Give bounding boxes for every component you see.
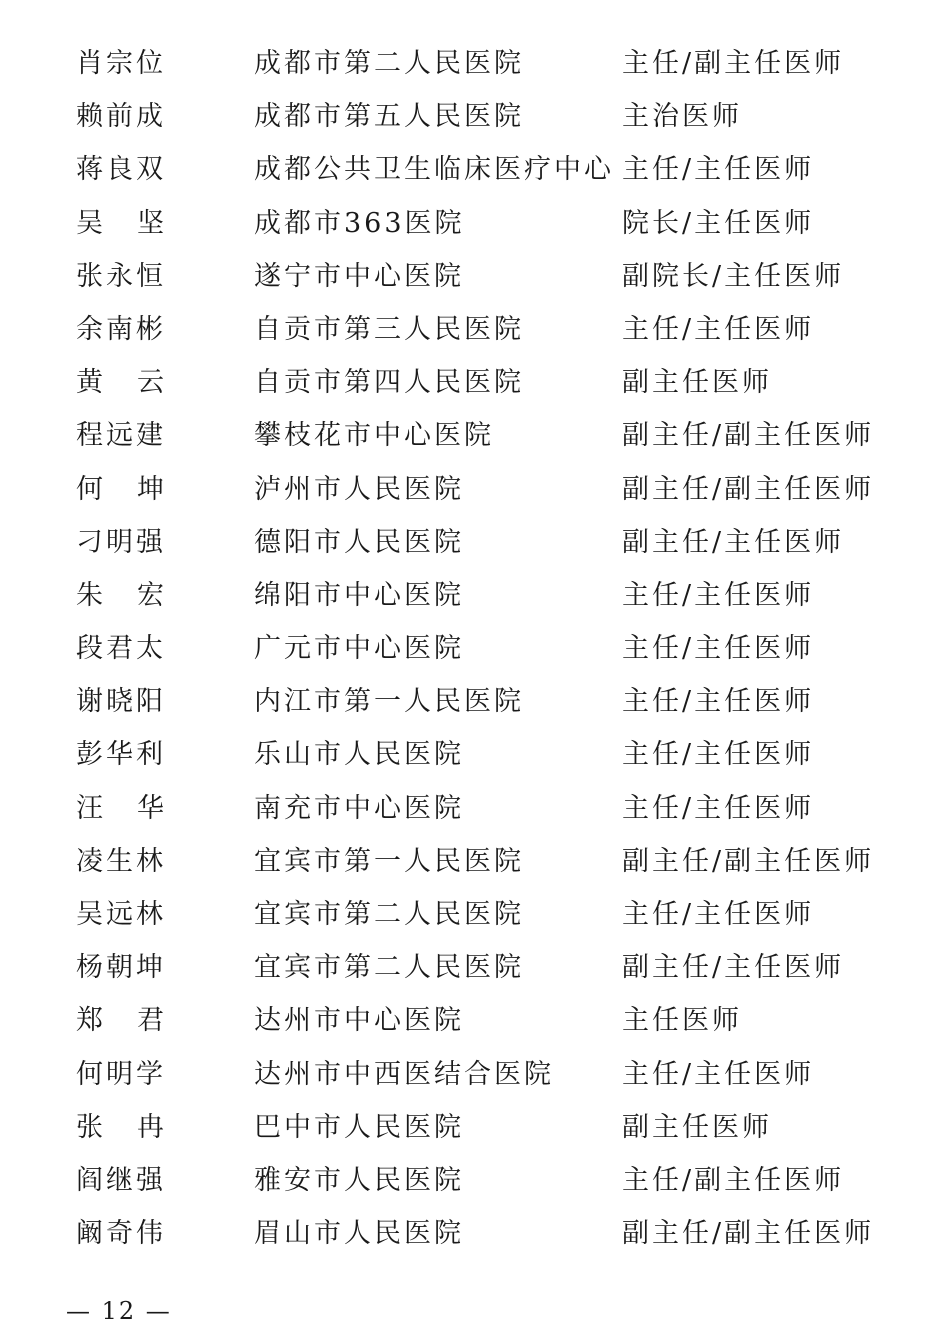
list-item bbox=[0, 463, 940, 516]
list-item bbox=[0, 1048, 940, 1101]
person-name: 郑君 bbox=[76, 1005, 198, 1037]
job-title: 副主任医师 bbox=[622, 1111, 772, 1143]
hospital-name: 宜宾市第一人民医院 bbox=[254, 845, 524, 877]
person-name: 吴远林 bbox=[76, 899, 166, 930]
hospital-name: 达州市中西医结合医院 bbox=[254, 1058, 554, 1090]
hospital-name: 自贡市第三人民医院 bbox=[254, 313, 524, 345]
person-name: 凌生林 bbox=[76, 845, 166, 877]
list-item bbox=[0, 622, 940, 675]
list-item bbox=[0, 1207, 940, 1260]
job-title: 主任/主任医师 bbox=[622, 739, 815, 771]
person-name: 肖宗位 bbox=[76, 48, 166, 79]
job-title: 主任/副主任医师 bbox=[622, 48, 845, 79]
hospital-name: 宜宾市第二人民医院 bbox=[254, 899, 524, 930]
job-title: 副主任/副主任医师 bbox=[622, 420, 875, 452]
job-title: 主治医师 bbox=[622, 101, 742, 133]
hospital-name: 内江市第一人民医院 bbox=[254, 686, 524, 718]
person-name: 吴坚 bbox=[76, 207, 198, 239]
hospital-name: 达州市中心医院 bbox=[254, 1005, 464, 1037]
roster-list bbox=[0, 37, 940, 1260]
hospital-name: 遂宁市中心医院 bbox=[254, 260, 464, 292]
person-name: 余南彬 bbox=[76, 313, 166, 345]
person-name: 张冉 bbox=[76, 1111, 198, 1143]
hospital-name: 攀枝花市中心医院 bbox=[254, 420, 494, 452]
job-title: 副主任医师 bbox=[622, 367, 772, 399]
hospital-name: 广元市中心医院 bbox=[254, 633, 464, 665]
person-name: 刁明强 bbox=[76, 526, 166, 558]
hospital-name: 成都市363医院 bbox=[254, 207, 465, 239]
job-title: 副院长/主任医师 bbox=[622, 260, 845, 292]
job-title: 主任/主任医师 bbox=[622, 579, 815, 611]
job-title: 主任/主任医师 bbox=[622, 1058, 815, 1090]
list-item bbox=[0, 675, 940, 728]
person-name: 蒋良双 bbox=[76, 154, 166, 186]
person-name: 杨朝坤 bbox=[76, 952, 166, 984]
job-title: 副主任/主任医师 bbox=[622, 952, 845, 984]
list-item bbox=[0, 356, 940, 409]
person-name: 谢晓阳 bbox=[76, 686, 166, 718]
list-item bbox=[0, 197, 940, 250]
person-name: 阚奇伟 bbox=[76, 1218, 166, 1250]
list-item bbox=[0, 782, 940, 835]
list-item bbox=[0, 994, 940, 1047]
person-name: 阎继强 bbox=[76, 1164, 166, 1196]
hospital-name: 绵阳市中心医院 bbox=[254, 579, 464, 611]
hospital-name: 成都公共卫生临床医疗中心 bbox=[254, 154, 614, 186]
job-title: 副主任/主任医师 bbox=[622, 526, 845, 558]
person-name: 彭华利 bbox=[76, 739, 166, 771]
list-item bbox=[0, 37, 940, 90]
hospital-name: 成都市第二人民医院 bbox=[254, 48, 524, 79]
list-item bbox=[0, 303, 940, 356]
hospital-name: 巴中市人民医院 bbox=[254, 1111, 464, 1143]
person-name: 汪华 bbox=[76, 792, 198, 824]
list-item bbox=[0, 941, 940, 994]
hospital-name: 成都市第五人民医院 bbox=[254, 101, 524, 133]
person-name: 赖前成 bbox=[76, 101, 166, 133]
list-item bbox=[0, 1101, 940, 1154]
hospital-name: 泸州市人民医院 bbox=[254, 473, 464, 505]
job-title: 副主任/副主任医师 bbox=[622, 473, 875, 505]
hospital-name: 雅安市人民医院 bbox=[254, 1164, 464, 1196]
job-title: 主任/主任医师 bbox=[622, 792, 815, 824]
job-title: 主任医师 bbox=[622, 1005, 742, 1037]
list-item bbox=[0, 143, 940, 196]
list-item bbox=[0, 250, 940, 303]
hospital-name: 宜宾市第二人民医院 bbox=[254, 952, 524, 984]
job-title: 主任/副主任医师 bbox=[622, 1164, 845, 1196]
person-name: 段君太 bbox=[76, 633, 166, 665]
hospital-name: 乐山市人民医院 bbox=[254, 739, 464, 771]
job-title: 副主任/副主任医师 bbox=[622, 845, 875, 877]
hospital-name: 德阳市人民医院 bbox=[254, 526, 464, 558]
person-name: 何明学 bbox=[76, 1058, 166, 1090]
person-name: 朱宏 bbox=[76, 579, 198, 611]
list-item bbox=[0, 516, 940, 569]
job-title: 主任/主任医师 bbox=[622, 313, 815, 345]
list-item bbox=[0, 835, 940, 888]
job-title: 副主任/副主任医师 bbox=[622, 1218, 875, 1250]
list-item bbox=[0, 409, 940, 462]
job-title: 院长/主任医师 bbox=[622, 207, 815, 239]
hospital-name: 眉山市人民医院 bbox=[254, 1218, 464, 1250]
list-item bbox=[0, 888, 940, 941]
job-title: 主任/主任医师 bbox=[622, 686, 815, 718]
person-name: 黄云 bbox=[76, 367, 198, 399]
job-title: 主任/主任医师 bbox=[622, 154, 815, 186]
job-title: 主任/主任医师 bbox=[622, 899, 815, 930]
job-title: 主任/主任医师 bbox=[622, 633, 815, 665]
hospital-name: 南充市中心医院 bbox=[254, 792, 464, 824]
page-number: — 12 — bbox=[66, 1297, 172, 1325]
person-name: 程远建 bbox=[76, 420, 166, 452]
list-item bbox=[0, 728, 940, 781]
list-item bbox=[0, 1154, 940, 1207]
list-item bbox=[0, 90, 940, 143]
person-name: 何坤 bbox=[76, 473, 198, 505]
person-name: 张永恒 bbox=[76, 260, 166, 292]
list-item bbox=[0, 569, 940, 622]
hospital-name: 自贡市第四人民医院 bbox=[254, 367, 524, 399]
